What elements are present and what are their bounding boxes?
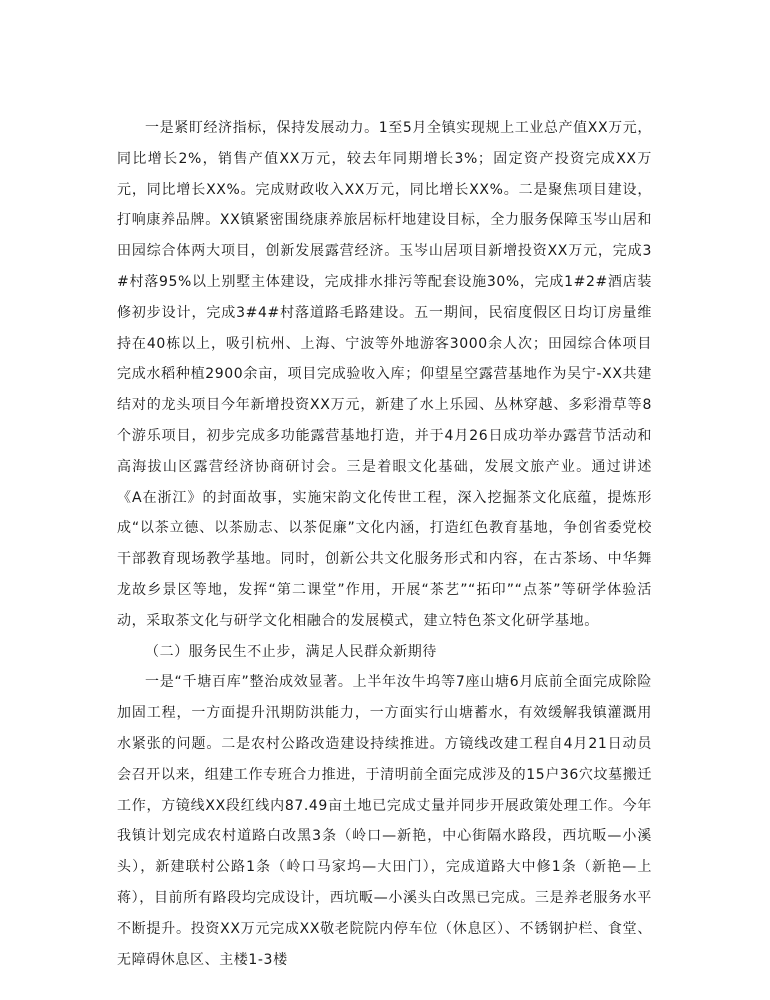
section-heading-livelihood: （二）服务民生不止步，满足人民群众新期待 bbox=[145, 643, 437, 660]
paragraph-economy-projects-culture: 一是紧盯经济指标，保持发展动力。1至5月全镇实现规上工业总产值XX万元，同比增长2%，销售产值XX万元，较去年同期增长3%；固定资产投资完成XX万元，同比增长XX%。完成财政收入XX万元，同比增长XX%。二是聚焦项目建设，打响康养品牌。XX镇紧密围绕康养旅居标杆地建设目标，全力服务保障玉岑山居和田园综合体两大项目，创新发展露营经济。玉岑山居项目新增投资XX万元，完成3#村落95%以上别墅主体建设，完成排水排污等配套设施30%，完成1#2#酒店装修初步设计，完成3#4#村落道路毛路建设。五一期间，民宿度假区日均订房量维持在40栋以上，吸引杭州、上海、宁波等外地游客3000余人次；田园综合体项目完成水稻种植2900余亩，项目完成验收入库；仰望星空露营基地作为吴宁-XX共建结对的龙头项目今年新增投资XX万元，新建了水上乐园、丛林穿越、多彩滑草等8个游乐项目，初步完成多功能露营基地打造，并于4月26日成功举办露营节活动和高海拔山区露营经济协商研讨会。三是着眼文化基础，发展文旅产业。通过讲述《A在浙江》的封面故事，实施宋韵文化传世工程，深入挖掘茶文化底蕴，提炼形成“以茶立德、以茶励志、以茶促廉”文化内涵，打造红色教育基地，争创省委党校干部教育现场教学基地。同时，创新公共文化服务形式和内容，在古茶场、中华舞龙故乡景区等地，发挥“第二课堂”作用，开展“茶艺”“拓印”“点茶”等研学体验活动，采取茶文化与研学文化相融合的发展模式，建立特色茶文化研学基地。 bbox=[117, 120, 652, 629]
document-body bbox=[117, 113, 652, 975]
paragraph-livelihood: 一是“千塘百库”整治成效显著。上半年汝牛坞等7座山塘6月底前全面完成除险加固工程，一方面提升汛期防洪能力，一方面实行山塘蓄水，有效缓解我镇灌溉用水紧张的问题。二是农村公路改造建设持续推进。方镜线改建工程自4月21日动员会召开以来，组建工作专班合力推进，于清明前全面完成涉及的15户36穴坟墓搬迁工作，方镜线XX段红线内87.49亩土地已完成丈量并同步开展政策处理工作。今年我镇计划完成农村道路白改黑3条（岭口—新艳，中心街隔水路段，西坑畈—小溪头），新建联村公路1条（岭口马家坞—大田门），完成道路大中修1条（新艳—上蒋），目前所有路段均完成设计，西坑畈—小溪头白改黑已完成。三是养老服务水平不断提升。投资XX万元完成XX敬老院院内停车位（休息区）、不锈钢护栏、食堂、无障碍休息区、主楼1-3楼 bbox=[117, 674, 652, 968]
